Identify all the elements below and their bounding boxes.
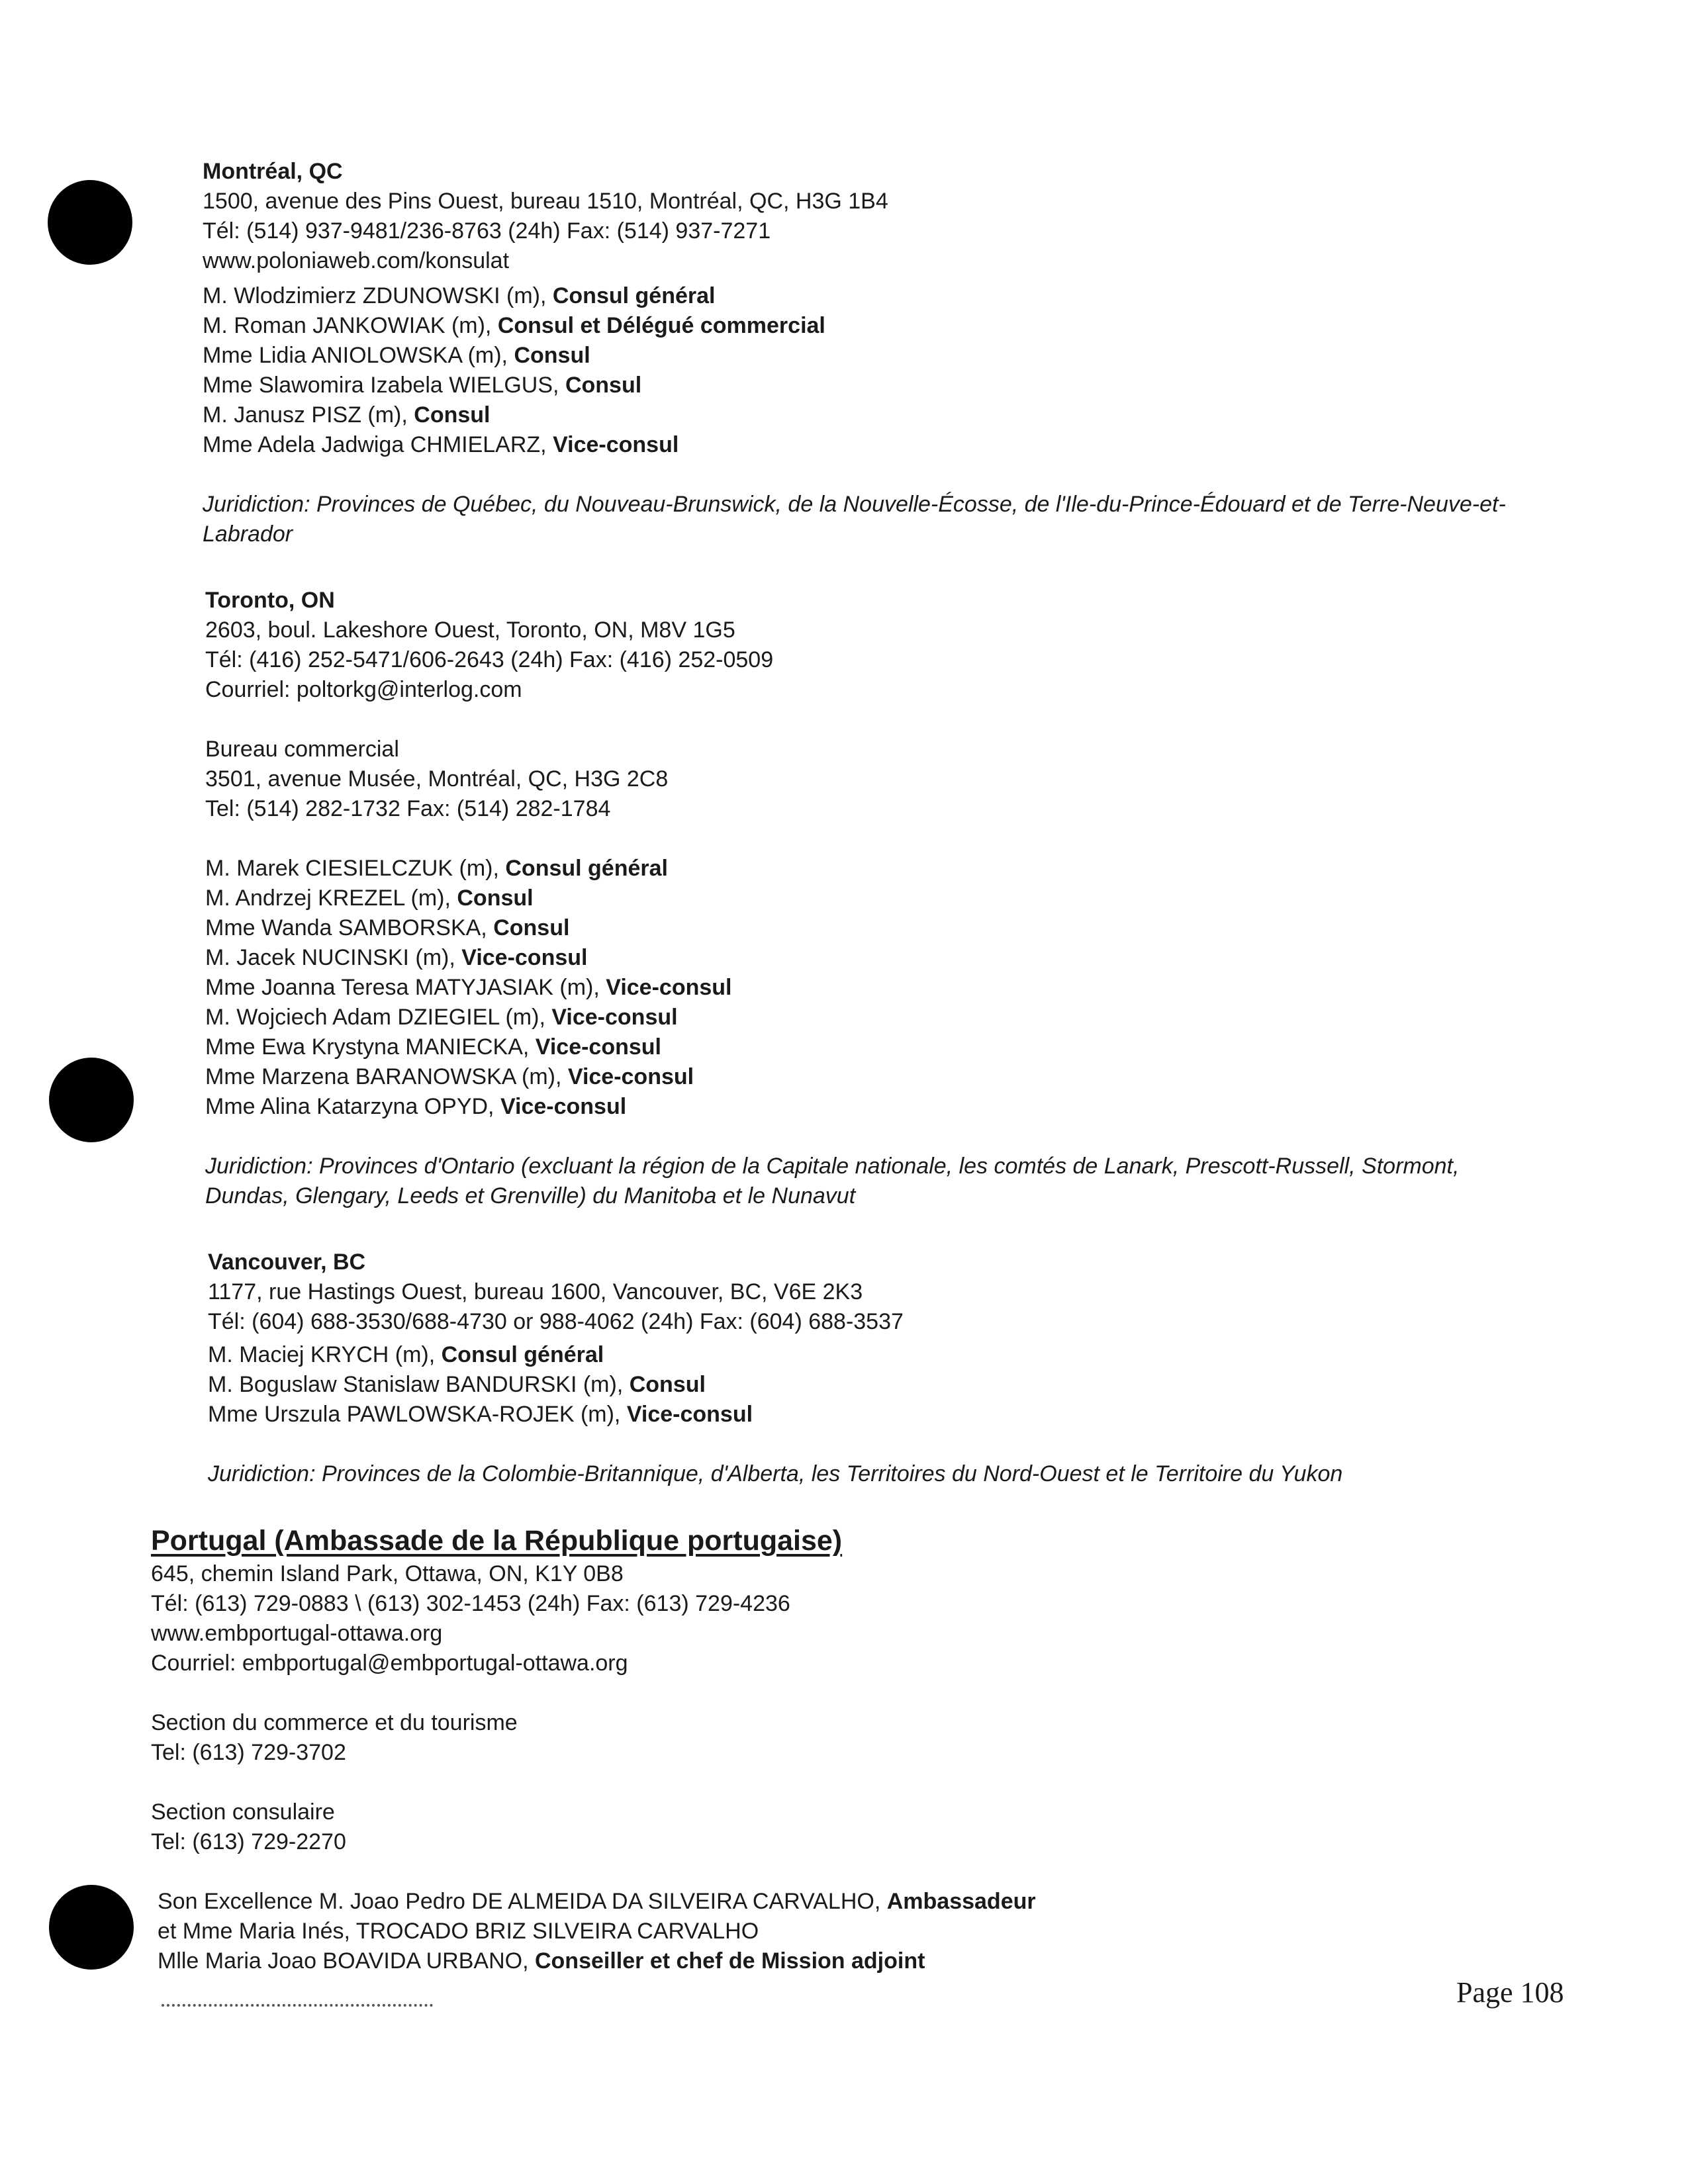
jurisdiction: Juridiction: Provinces de la Colombie-Britannique, d'Alberta, les Territoires du Nord-Ouest et le Territoire du Yukon — [208, 1461, 1343, 1486]
staff-line: M. Boguslaw Stanislaw BANDURSKI (m), Consul — [208, 1372, 706, 1397]
jurisdiction: Juridiction: Provinces de Québec, du Nouveau-Brunswick, de la Nouvelle-Écosse, de l'Ile-du-Prince-Édouard et de Terre-Neuve-et-Labrador — [203, 492, 1506, 547]
staff-line: Mme Ewa Krystyna MANIECKA, Vice-consul — [205, 1034, 662, 1060]
website-line: www.poloniaweb.com/konsulat — [203, 248, 510, 273]
phone-line: Tél: (416) 252-5471/606-2643 (24h) Fax: (416) 252-0509 — [205, 647, 774, 672]
staff-line: M. Marek CIESIELCZUK (m), Consul général — [205, 856, 668, 881]
page-number: Page 108 — [1456, 1976, 1564, 2009]
dotted-separator — [162, 2004, 433, 2007]
jurisdiction: Juridiction: Provinces d'Ontario (excluant la région de la Capitale nationale, les comtés de Lanark, Prescott-Russell, Stormont, Dundas, Glengary, Leeds et Grenville) du Manitoba et le Nunavut — [205, 1154, 1460, 1208]
staff-line: Mme Joanna Teresa MATYJASIAK (m), Vice-consul — [205, 975, 732, 1000]
address-line: 1500, avenue des Pins Ouest, bureau 1510, Montréal, QC, H3G 1B4 — [203, 189, 888, 214]
phone-line: Tél: (613) 729-0883 \ (613) 302-1453 (24h) Fax: (613) 729-4236 — [151, 1591, 790, 1616]
email-line: Courriel: poltorkg@interlog.com — [205, 677, 522, 702]
bureau-phone: Tel: (514) 282-1732 Fax: (514) 282-1784 — [205, 796, 611, 821]
binder-hole-top — [48, 180, 132, 265]
city-heading: Montréal, QC — [203, 159, 343, 184]
staff-line: et Mme Maria Inés, TROCADO BRIZ SILVEIRA CARVALHO — [158, 1919, 759, 1944]
phone-line: Tél: (514) 937-9481/236-8763 (24h) Fax: (514) 937-7271 — [203, 218, 771, 244]
staff-line: Son Excellence M. Joao Pedro DE ALMEIDA DA SILVEIRA CARVALHO, Ambassadeur — [158, 1889, 1036, 1914]
website-line: www.embportugal-ottawa.org — [151, 1621, 443, 1646]
section-montreal — [203, 157, 1553, 549]
commerce-title: Section du commerce et du tourisme — [151, 1710, 518, 1735]
staff-line: M. Wlodzimierz ZDUNOWSKI (m), Consul général — [203, 283, 716, 308]
section-portugal — [151, 1522, 1475, 1976]
section-vancouver — [208, 1248, 1532, 1489]
binder-hole-bottom — [49, 1885, 134, 1970]
staff-line: M. Wojciech Adam DZIEGIEL (m), Vice-consul — [205, 1005, 678, 1030]
commerce-phone: Tel: (613) 729-3702 — [151, 1740, 346, 1765]
staff-line: Mme Slawomira Izabela WIELGUS, Consul — [203, 373, 642, 398]
staff-line: Mme Wanda SAMBORSKA, Consul — [205, 915, 570, 940]
staff-line: M. Jacek NUCINSKI (m), Vice-consul — [205, 945, 588, 970]
phone-line: Tél: (604) 688-3530/688-4730 or 988-4062 (24h) Fax: (604) 688-3537 — [208, 1309, 904, 1334]
staff-line: M. Maciej KRYCH (m), Consul général — [208, 1342, 604, 1367]
city-heading: Vancouver, BC — [208, 1250, 366, 1275]
staff-line: Mlle Maria Joao BOAVIDA URBANO, Conseiller et chef de Mission adjoint — [158, 1948, 925, 1974]
staff-line: Mme Alina Katarzyna OPYD, Vice-consul — [205, 1094, 627, 1119]
consular-title: Section consulaire — [151, 1799, 335, 1825]
binder-hole-middle — [49, 1058, 134, 1142]
staff-line: Mme Adela Jadwiga CHMIELARZ, Vice-consul — [203, 432, 679, 457]
bureau-title: Bureau commercial — [205, 737, 399, 762]
staff-line: Mme Urszula PAWLOWSKA-ROJEK (m), Vice-consul — [208, 1402, 753, 1427]
section-toronto — [205, 586, 1529, 1211]
staff-line: Mme Lidia ANIOLOWSKA (m), Consul — [203, 343, 590, 368]
consular-phone: Tel: (613) 729-2270 — [151, 1829, 346, 1854]
bureau-address: 3501, avenue Musée, Montréal, QC, H3G 2C8 — [205, 766, 669, 792]
city-heading: Toronto, ON — [205, 588, 335, 613]
address-line: 1177, rue Hastings Ouest, bureau 1600, Vancouver, BC, V6E 2K3 — [208, 1279, 863, 1304]
staff-line: Mme Marzena BARANOWSKA (m), Vice-consul — [205, 1064, 694, 1089]
address-line: 2603, boul. Lakeshore Ouest, Toronto, ON, M8V 1G5 — [205, 617, 735, 643]
address-line: 645, chemin Island Park, Ottawa, ON, K1Y 0B8 — [151, 1561, 624, 1586]
email-line: Courriel: embportugal@embportugal-ottawa.org — [151, 1651, 628, 1676]
country-heading: Portugal (Ambassade de la République portugaise) — [151, 1525, 843, 1557]
staff-line: M. Janusz PISZ (m), Consul — [203, 402, 491, 428]
staff-line: M. Andrzej KREZEL (m), Consul — [205, 886, 534, 911]
staff-line: M. Roman JANKOWIAK (m), Consul et Délégué commercial — [203, 313, 825, 338]
